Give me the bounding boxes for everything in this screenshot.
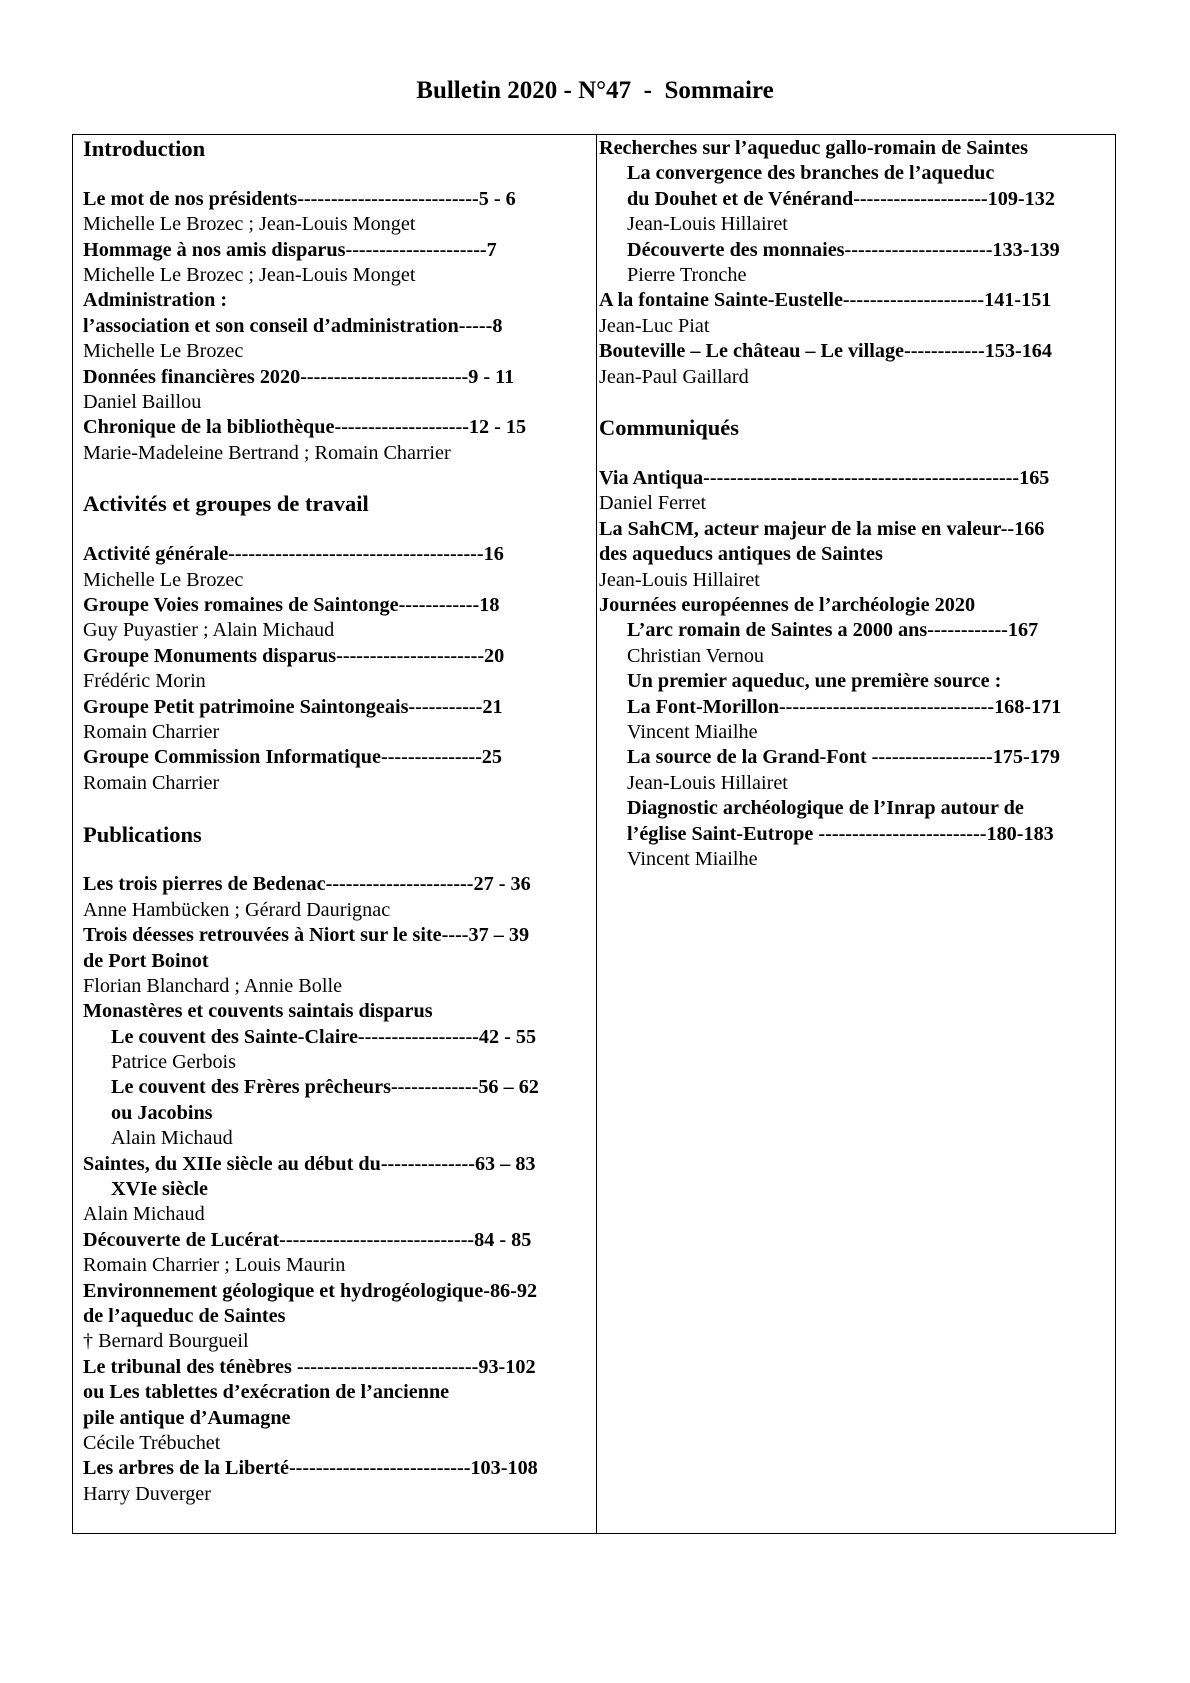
toc-entry: Diagnostic archéologique de l’Inrap autour de — [627, 797, 1024, 820]
toc-entry: Environnement géologique et hydrogéologique-86-92 — [83, 1279, 538, 1302]
toc-author: Anne Hambücken ; Gérard Daurignac — [83, 898, 391, 921]
spacer — [83, 517, 588, 542]
toc-entry: La source de la Grand-Font ------------------175-179 — [627, 746, 1060, 769]
toc-entry: du Douhet et de Vénérand--------------------109-132 — [627, 187, 1055, 210]
toc-entry: Activité générale--------------------------------------16 — [83, 543, 504, 566]
toc-author: Daniel Ferret — [599, 492, 707, 515]
toc-entry: La convergence des branches de l’aqueduc — [627, 162, 995, 185]
toc-entry: Découverte de Lucérat-----------------------------84 - 85 — [83, 1228, 532, 1251]
toc-entry: de Port Boinot — [83, 949, 209, 972]
toc-left-column — [83, 136, 588, 1507]
toc-entry: Groupe Monuments disparus----------------------20 — [83, 644, 505, 667]
toc-entry: des aqueducs antiques de Saintes — [599, 543, 883, 566]
toc-entry: Saintes, du XIIe siècle au début du--------------63 – 83 — [83, 1152, 536, 1175]
toc-author: Romain Charrier ; Louis Maurin — [83, 1254, 346, 1277]
toc-entry: Bouteville – Le château – Le village------------153-164 — [599, 340, 1052, 363]
toc-entry: Chronique de la bibliothèque--------------------12 - 15 — [83, 416, 527, 439]
toc-entry: Données financières 2020-------------------------9 - 11 — [83, 365, 515, 388]
spacer — [599, 390, 1124, 415]
toc-author: Jean-Luc Piat — [599, 314, 710, 337]
toc-entry: XVIe siècle — [111, 1178, 208, 1201]
toc-entry: ou Jacobins — [111, 1101, 213, 1124]
toc-author: Michelle Le Brozec — [83, 340, 244, 363]
toc-author: Jean-Louis Hillairet — [627, 213, 788, 236]
toc-entry: Groupe Voies romaines de Saintonge------------18 — [83, 594, 500, 617]
toc-entry: Le tribunal des ténèbres ---------------------------93-102 — [83, 1355, 536, 1378]
toc-author: Alain Michaud — [111, 1127, 233, 1150]
toc-author: Florian Blanchard ; Annie Bolle — [83, 974, 343, 997]
toc-entry: Découverte des monnaies----------------------133-139 — [627, 238, 1060, 261]
toc-author: Romain Charrier — [83, 771, 220, 794]
toc-entry: Hommage à nos amis disparus---------------------7 — [83, 238, 497, 261]
toc-entry: Via Antiqua-----------------------------------------------165 — [599, 467, 1050, 490]
toc-right-column-wrap — [597, 135, 1117, 1533]
toc-entry: l’association et son conseil d’administration-----8 — [83, 314, 503, 337]
toc-author: Marie-Madeleine Bertrand ; Romain Charrier — [83, 441, 451, 464]
spacer — [83, 161, 588, 186]
toc-author: Guy Puyastier ; Alain Michaud — [83, 619, 335, 642]
section-heading: Communiqués — [599, 415, 740, 441]
toc-entry: Trois déesses retrouvées à Niort sur le site----37 – 39 — [83, 924, 530, 947]
page-title: Bulletin 2020 - N°47 - Sommaire — [416, 77, 774, 104]
toc-author: Michelle Le Brozec — [83, 568, 244, 591]
toc-author: Jean-Louis Hillairet — [599, 568, 760, 591]
toc-entry: La SahCM, acteur majeur de la mise en valeur--166 — [599, 517, 1045, 540]
toc-author: † Bernard Bourgueil — [83, 1330, 249, 1353]
toc-author: Jean-Louis Hillairet — [627, 771, 788, 794]
toc-author: Christian Vernou — [627, 644, 765, 667]
toc-entry: Groupe Petit patrimoine Saintongeais-----------21 — [83, 695, 503, 718]
spacer — [83, 466, 588, 491]
toc-author: Michelle Le Brozec ; Jean-Louis Monget — [83, 213, 416, 236]
section-heading: Publications — [83, 821, 202, 847]
toc-author: Patrice Gerbois — [111, 1051, 237, 1074]
toc-entry: L’arc romain de Saintes a 2000 ans------------167 — [627, 619, 1039, 642]
toc-entry: Le couvent des Sainte-Claire------------------42 - 55 — [111, 1025, 537, 1048]
toc-right-column — [599, 136, 1124, 872]
toc-entry: Groupe Commission Informatique---------------25 — [83, 746, 502, 769]
section-heading: Activités et groupes de travail — [83, 491, 369, 517]
toc-author: Michelle Le Brozec ; Jean-Louis Monget — [83, 263, 416, 286]
section-heading: Introduction — [83, 136, 206, 161]
toc-author: Daniel Baillou — [83, 390, 202, 413]
toc-entry: l’église Saint-Eutrope -------------------------180-183 — [627, 822, 1054, 845]
toc-entry: Le couvent des Frères prêcheurs-------------56 – 62 — [111, 1076, 539, 1099]
toc-entry: de l’aqueduc de Saintes — [83, 1304, 286, 1327]
toc-entry: Les trois pierres de Bedenac----------------------27 - 36 — [83, 873, 531, 896]
spacer — [83, 796, 588, 821]
toc-entry: A la fontaine Sainte-Eustelle---------------------141-151 — [599, 289, 1052, 312]
toc-entry: Les arbres de la Liberté---------------------------103-108 — [83, 1457, 538, 1480]
toc-entry: Monastères et couvents saintais disparus — [83, 1000, 433, 1023]
toc-entry: pile antique d’Aumagne — [83, 1406, 291, 1429]
toc-author: Harry Duverger — [83, 1482, 211, 1505]
spacer — [83, 847, 588, 872]
toc-entry: Recherches sur l’aqueduc gallo-romain de Saintes — [599, 137, 1028, 159]
toc-entry: Journées européennes de l’archéologie 2020 — [599, 594, 976, 617]
toc-entry: Administration : — [83, 289, 228, 312]
toc-author: Vincent Miailhe — [627, 847, 758, 870]
toc-author: Alain Michaud — [83, 1203, 205, 1226]
toc-entry: La Font-Morillon--------------------------------168-171 — [627, 695, 1062, 718]
table-of-contents — [72, 134, 1116, 1534]
toc-entry: Un premier aqueduc, une première source : — [627, 670, 1002, 693]
toc-entry: ou Les tablettes d’exécration de l’ancienne — [83, 1381, 450, 1404]
toc-author: Vincent Miailhe — [627, 720, 758, 743]
toc-author: Jean-Paul Gaillard — [599, 365, 749, 388]
toc-author: Cécile Trébuchet — [83, 1431, 221, 1454]
toc-author: Pierre Tronche — [627, 263, 747, 286]
toc-entry: Le mot de nos présidents---------------------------5 - 6 — [83, 187, 516, 210]
toc-author: Romain Charrier — [83, 720, 220, 743]
spacer — [599, 441, 1124, 466]
toc-author: Frédéric Morin — [83, 670, 206, 693]
